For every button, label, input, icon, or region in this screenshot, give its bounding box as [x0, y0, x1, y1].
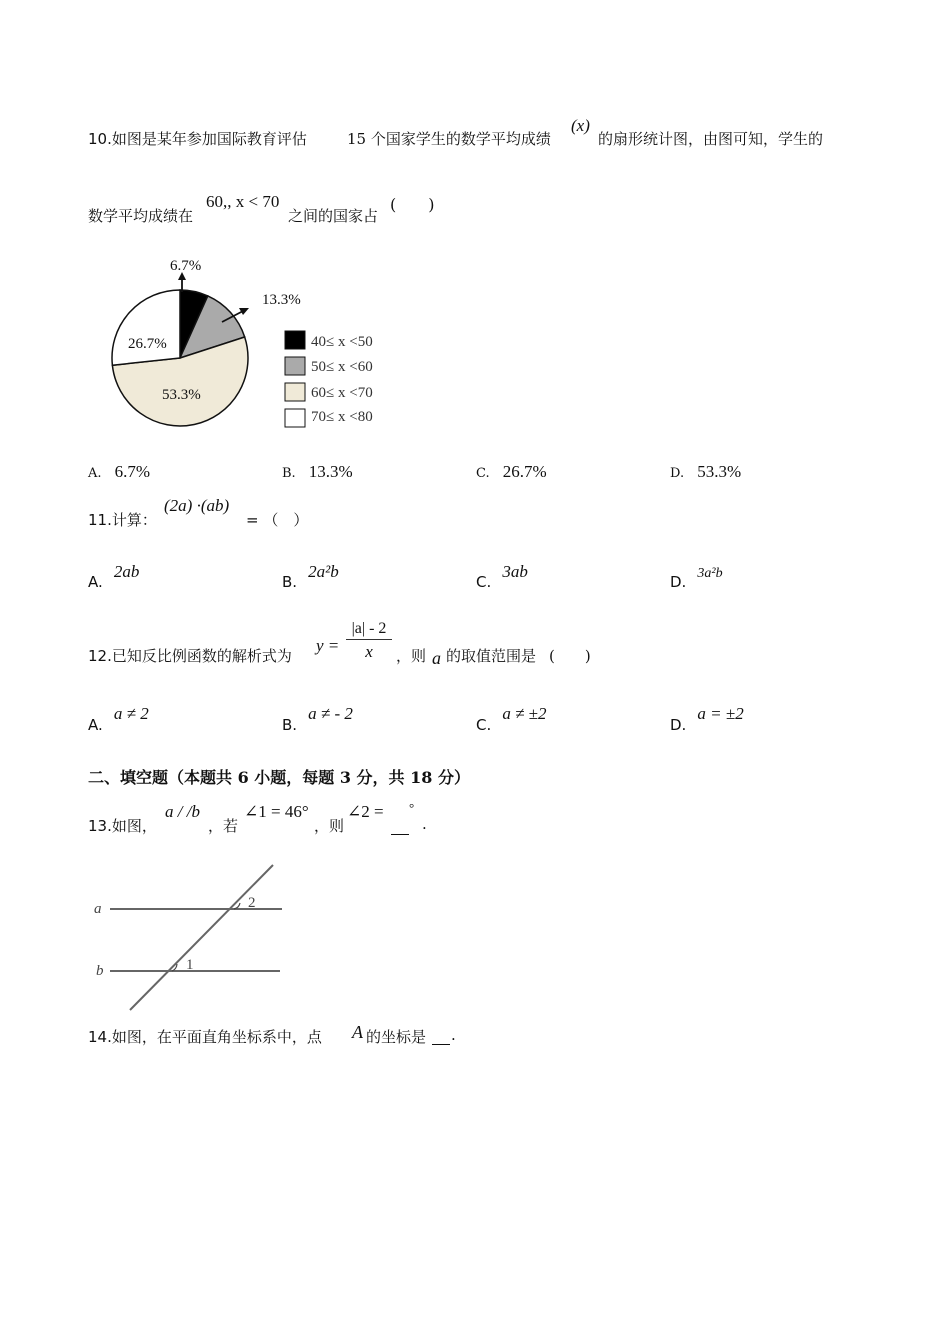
q10-line1 [88, 128, 307, 152]
legend-swatch-50-60 [285, 357, 305, 375]
q13-text-c: ，则 [314, 817, 345, 835]
legend-label-40-50: 40≤ x <50 [311, 334, 373, 350]
q10-option-b-value: 13.3% [308, 462, 353, 481]
q12-option-c-letter: C. [476, 716, 492, 734]
q10-option-d-letter: D. [670, 466, 685, 481]
q12-line [88, 645, 292, 666]
q12-text-b: ，则 [396, 647, 427, 665]
q10-number: 10. [88, 130, 112, 148]
q12-option-c-value: a ≠ ±2 [502, 704, 547, 723]
q11-expression: (2a) ·(ab) [164, 496, 230, 515]
q11-option-c-letter: C. [476, 573, 492, 591]
section-heading: 二、填空题（本题共 6 小题，每题 3 分，共 18 分） [88, 768, 470, 787]
q13-figure [88, 860, 298, 1015]
q10-option-a-value: 6.7% [114, 462, 151, 481]
q10-option-c[interactable] [476, 462, 547, 482]
q12-option-d[interactable] [670, 704, 744, 734]
q13-answer-blank[interactable] [391, 820, 409, 835]
q10-text-c: 的扇形统计图，由图可知，学生的 [598, 130, 824, 148]
q14-text-a: 如图，在平面直角坐标系中，点 [111, 1028, 322, 1046]
q11-option-b-letter: B. [282, 573, 298, 591]
pie-label-13-3: 13.3% [262, 292, 301, 308]
q12-option-c[interactable] [476, 704, 547, 734]
q11-option-d-letter: D. [670, 573, 687, 591]
q11-option-a[interactable] [88, 562, 140, 591]
q10-pie-chart [100, 250, 410, 440]
q10-text-a: 如图是某年参加国际教育评估 [111, 130, 307, 148]
q12-option-b-value: a ≠ - 2 [308, 704, 353, 723]
q13-angle2: ∠2 = [347, 802, 384, 821]
q12-numerator: |a| - 2 [346, 620, 392, 640]
q11-option-d-value: 3a²b [697, 566, 723, 581]
pie-label-53-3: 53.3% [162, 387, 201, 403]
q12-var-a: a [432, 648, 441, 668]
q11-text-b: = （ ） [246, 511, 309, 529]
q11-option-a-letter: A. [88, 573, 103, 591]
q13-angle1: ∠1 = 46° [244, 802, 309, 821]
q13-end: . [422, 815, 427, 833]
q13-text-b: ，若 [208, 817, 239, 835]
q10-option-d[interactable] [670, 462, 741, 482]
legend-label-50-60: 50≤ x <60 [311, 359, 373, 375]
pie-slices [112, 290, 248, 426]
q13-number: 13. [88, 817, 112, 835]
q14-point: A [352, 1022, 363, 1042]
q14-line [88, 1026, 322, 1047]
q14-answer-blank[interactable] [432, 1030, 450, 1045]
q10-paren: ( ) [390, 195, 435, 214]
q11-text-a: 计算： [111, 511, 157, 529]
q10-text-e: 之间的国家占 [288, 207, 379, 225]
q10-text-b: 15 个国家学生的数学平均成绩 [347, 130, 551, 148]
q13-degree: ° [409, 800, 415, 815]
q14-text-b: 的坐标是 [366, 1028, 427, 1046]
q11-option-b[interactable] [282, 562, 339, 591]
q11-line [88, 509, 157, 530]
q10-option-b-letter: B. [282, 466, 296, 481]
q11-option-a-value: 2ab [113, 562, 140, 581]
legend-swatch-60-70 [285, 383, 305, 401]
q12-option-b[interactable] [282, 704, 353, 734]
pie-label-26-7: 26.7% [128, 336, 167, 352]
q12-option-d-value: a = ±2 [697, 704, 744, 723]
q11-option-c-value: 3ab [502, 562, 528, 581]
q10-variable: (x) [571, 116, 590, 135]
label-b: b [96, 963, 104, 979]
q10-option-b[interactable] [282, 462, 353, 482]
label-angle-2: 2 [248, 895, 256, 911]
q11-number: 11. [88, 511, 112, 529]
q12-option-a-value: a ≠ 2 [113, 704, 149, 723]
q11-option-c[interactable] [476, 562, 528, 591]
q13-text-a: 如图， [111, 817, 157, 835]
q12-option-a[interactable] [88, 704, 149, 734]
slice-70-80 [112, 290, 180, 365]
q10-option-c-letter: C. [476, 466, 490, 481]
q10-option-c-value: 26.7% [502, 462, 547, 481]
pie-legend [285, 331, 373, 427]
q13-parallel: a / /b [165, 802, 200, 821]
q10-text-d: 数学平均成绩在 [88, 207, 194, 225]
q10-range: 60,, x < 70 [206, 192, 280, 211]
legend-label-60-70: 60≤ x <70 [311, 385, 373, 401]
q14-number: 14. [88, 1028, 112, 1046]
q12-option-b-letter: B. [282, 716, 298, 734]
label-a: a [94, 901, 102, 917]
q10-option-d-value: 53.3% [697, 462, 742, 481]
q11-option-b-value: 2a²b [308, 562, 339, 581]
legend-swatch-70-80 [285, 409, 305, 427]
transversal [130, 865, 273, 1010]
q12-denominator: x [365, 642, 373, 661]
q12-number: 12. [88, 647, 112, 665]
q14-end: . [451, 1026, 456, 1044]
q12-text-a: 已知反比例函数的解析式为 [111, 647, 292, 665]
q12-y-equals: y = [316, 636, 340, 655]
q12-paren: ( ) [549, 647, 591, 665]
pie-label-6-7: 6.7% [170, 258, 202, 274]
q13-line [88, 815, 157, 836]
legend-swatch-40-50 [285, 331, 305, 349]
legend-label-70-80: 70≤ x <80 [311, 409, 373, 425]
q12-option-d-letter: D. [670, 716, 687, 734]
label-angle-1: 1 [186, 957, 194, 973]
q10-option-a-letter: A. [88, 466, 102, 481]
q12-option-a-letter: A. [88, 716, 103, 734]
q12-fraction [346, 620, 392, 662]
q11-option-d[interactable] [670, 562, 723, 591]
q10-option-a[interactable] [88, 462, 150, 482]
q12-text-c: 的取值范围是 [446, 647, 537, 665]
